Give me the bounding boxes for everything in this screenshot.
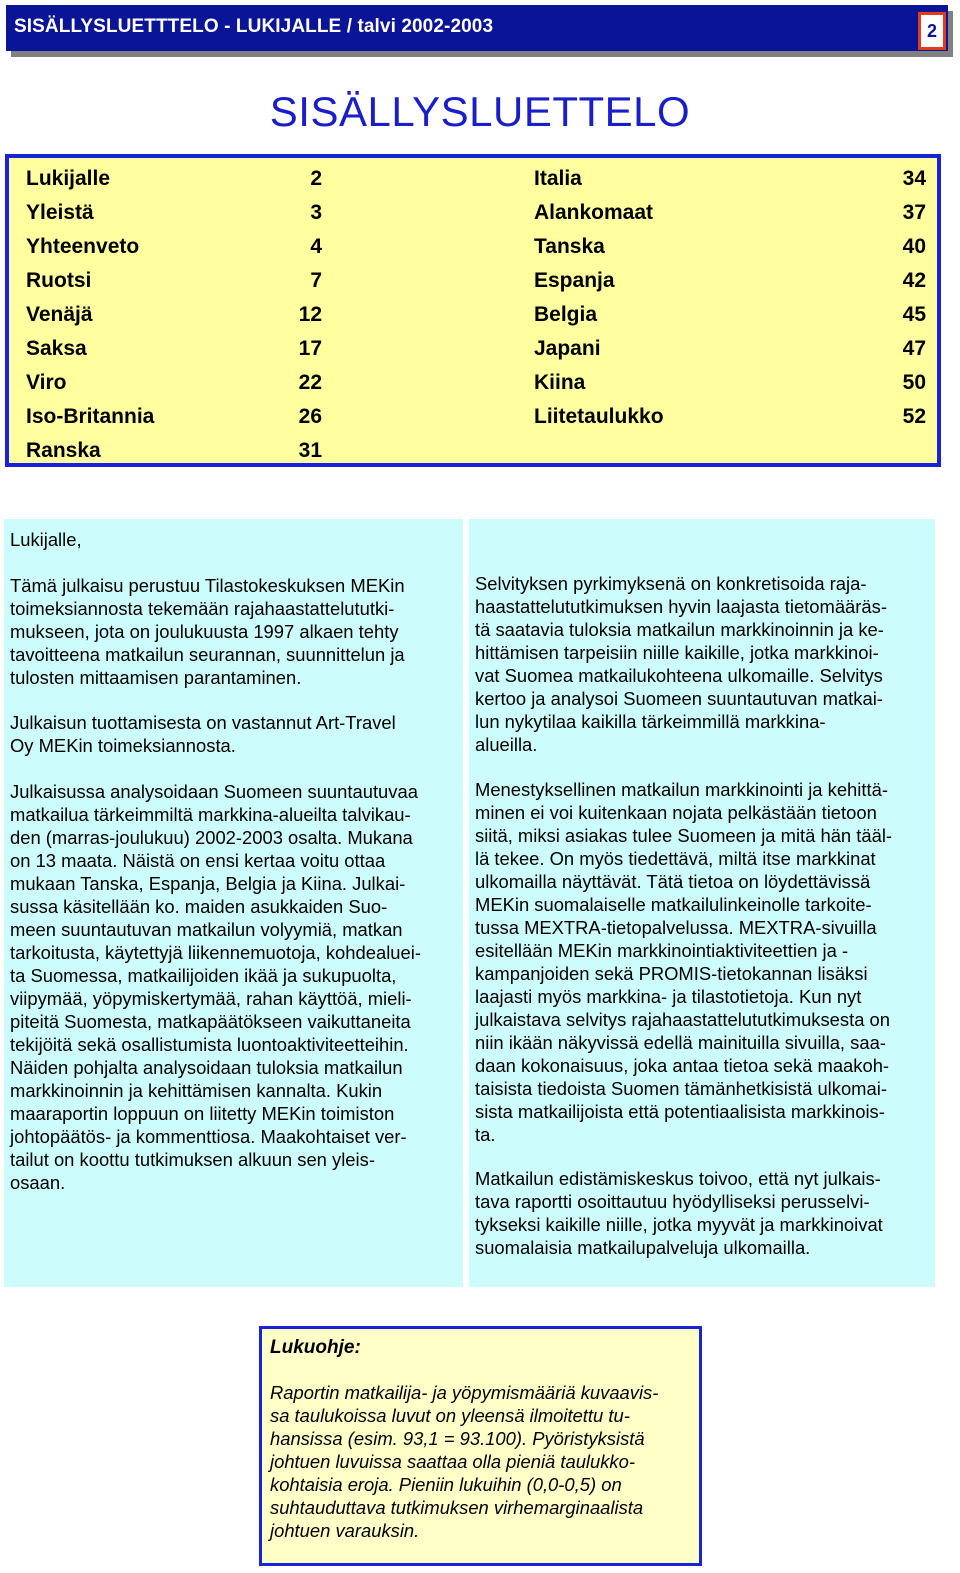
text-line: sussa käsitellään ko. maiden asukkaiden Suo- bbox=[10, 896, 388, 917]
toc-label: Yhteenveto bbox=[26, 235, 140, 258]
text-line: kertoo ja analysoi Suomeen suuntautuvan matkai- bbox=[475, 688, 883, 709]
text-line: julkaistava selvitys rajahaastattelututkimuksesta on bbox=[475, 1009, 891, 1030]
toc-row-left bbox=[26, 164, 322, 194]
text-line: suhtauduttava tutkimuksen virhemarginaalista bbox=[270, 1497, 644, 1518]
toc-row-right bbox=[534, 300, 926, 330]
text-line: johtuen luvuissa saattaa olla pieniä taulukko- bbox=[270, 1451, 635, 1472]
toc-label: Iso-Britannia bbox=[26, 405, 155, 428]
toc-label: Espanja bbox=[534, 269, 615, 292]
text-line: maaraportin loppuun on liitetty MEKin toimiston bbox=[10, 1103, 395, 1124]
text-line: Tämä julkaisu perustuu Tilastokeskuksen MEKin bbox=[10, 575, 405, 596]
text-line: suomalaisia matkailupalveluja ulkomailla. bbox=[475, 1237, 811, 1258]
text-line: tulosten mittaamisen parantaminen. bbox=[10, 667, 302, 688]
toc-label: Venäjä bbox=[26, 303, 93, 326]
toc-row-right bbox=[534, 164, 926, 194]
text-line: ta Suomessa, matkailijoiden ikää ja sukupuolta, bbox=[10, 965, 397, 986]
toc-page-number: 47 bbox=[902, 337, 926, 360]
text-line: Menestyksellinen matkailun markkinointi ja kehittä- bbox=[475, 779, 888, 800]
toc-label: Tanska bbox=[534, 235, 605, 258]
toc-row-right bbox=[534, 266, 926, 296]
toc-row-left bbox=[26, 198, 322, 228]
text-line: Selvityksen pyrkimyksenä on konkretisoida raja- bbox=[475, 573, 867, 594]
toc-row-left bbox=[26, 266, 322, 296]
text-line: daan kokonaisuus, joka antaa tietoa sekä maakoh- bbox=[475, 1055, 890, 1076]
text-line: matkailua tärkeimmiltä markkina-alueilta talvikau- bbox=[10, 804, 411, 825]
toc-row-right bbox=[534, 402, 926, 432]
text-line: MEKin suomalaiselle matkailulinkeinolle tarkoite- bbox=[475, 894, 872, 915]
text-line: tarkoitusta, käytettyjä liikennemuotoja, kohdealuei- bbox=[10, 942, 421, 963]
text-line: on 13 maata. Näistä on ensi kertaa voitu ottaa bbox=[10, 850, 386, 871]
toc-label: Ruotsi bbox=[26, 269, 92, 292]
left-paragraph-3 bbox=[10, 780, 421, 1194]
text-line: alueilla. bbox=[475, 734, 538, 755]
toc-row-left bbox=[26, 300, 322, 330]
toc-label: Viro bbox=[26, 371, 67, 394]
reading-guide-box bbox=[259, 1326, 702, 1566]
toc-label: Alankomaat bbox=[534, 201, 654, 224]
toc-page-number: 17 bbox=[298, 337, 322, 360]
toc-label: Japani bbox=[534, 337, 601, 360]
text-line: den (marras-joulukuu) 2002-2003 osalta. Mukana bbox=[10, 827, 413, 848]
text-line: tailut on koottu tutkimuksen alkuun sen yleis- bbox=[10, 1149, 375, 1170]
text-line: hansissa (esim. 93,1 = 93.100). Pyöristyksistä bbox=[270, 1428, 645, 1449]
text-line: johtopäätös- ja kommenttiosa. Maakohtaiset ver- bbox=[10, 1126, 407, 1147]
toc-page-number: 3 bbox=[310, 201, 322, 224]
text-line: tussa MEXTRA-tietopalvelussa. MEXTRA-sivuilla bbox=[475, 917, 877, 938]
text-line: haastattelututkimuksen hyvin laajasta tietomääräs- bbox=[475, 596, 887, 617]
toc-page-number: 42 bbox=[902, 269, 926, 292]
toc-page-number: 50 bbox=[902, 371, 926, 394]
toc-row-right bbox=[534, 368, 926, 398]
header-title: SISÄLLYSLUETTTELO - LUKIJALLE / talvi 2002-2003 bbox=[14, 16, 494, 37]
toc-page-number: 45 bbox=[902, 303, 926, 326]
text-line: hittämisen tarpeisiin niille kaikille, jotka markkinoi- bbox=[475, 642, 879, 663]
text-line: toimeksiannosta tekemään rajahaastattelututki- bbox=[10, 598, 395, 619]
toc-row-right bbox=[534, 198, 926, 228]
right-paragraph-2 bbox=[475, 778, 892, 1146]
text-line: lä tekee. On myös tiedettävä, miltä itse markkinat bbox=[475, 848, 876, 869]
text-line: Näiden pohjalta analysoidaan tuloksia matkailun bbox=[10, 1057, 403, 1078]
toc-page-number: 2 bbox=[310, 167, 322, 190]
page-number-badge: 2 bbox=[918, 12, 946, 50]
toc-page-number: 12 bbox=[298, 303, 322, 326]
text-line: niin ikään näkyvissä edellä mainituilla sivuilla, saa- bbox=[475, 1032, 886, 1053]
toc-label: Yleistä bbox=[26, 201, 94, 224]
toc-label: Kiina bbox=[534, 371, 586, 394]
toc-page-number: 26 bbox=[298, 405, 322, 428]
left-paragraph-2 bbox=[10, 711, 396, 757]
text-line: ulkomailla näyttävät. Tätä tietoa on löydettävissä bbox=[475, 871, 871, 892]
right-column-panel bbox=[469, 519, 935, 1287]
text-line: Matkailun edistämiskeskus toivoo, että nyt julkais- bbox=[475, 1168, 881, 1189]
reading-guide-title: Lukuohje: bbox=[270, 1337, 361, 1358]
text-line: minen ei voi kuitenkaan nojata pelkästään tietoon bbox=[475, 802, 877, 823]
right-paragraph-3 bbox=[475, 1167, 883, 1259]
toc-row-right bbox=[534, 334, 926, 364]
right-paragraph-1 bbox=[475, 572, 887, 756]
text-line: mukaan Tanska, Espanja, Belgia ja Kiina. Julkai- bbox=[10, 873, 406, 894]
toc-page-number: 4 bbox=[310, 235, 322, 258]
toc-label: Italia bbox=[534, 167, 582, 190]
toc-label: Ranska bbox=[26, 439, 101, 462]
left-paragraph-1 bbox=[10, 574, 405, 689]
text-line: Oy MEKin toimeksiannosta. bbox=[10, 735, 236, 756]
text-line: ta. bbox=[475, 1124, 496, 1145]
text-line: markkinoinnin ja kehittämisen kannalta. Kukin bbox=[10, 1080, 383, 1101]
text-line: tykseksi kaikille niille, jotka myyvät ja markkinoivat bbox=[475, 1214, 883, 1235]
toc-page-number: 31 bbox=[298, 439, 322, 462]
toc-row-left bbox=[26, 334, 322, 364]
text-line: vat Suomea matkailukohteena ulkomaille. Selvitys bbox=[475, 665, 883, 686]
text-line: viipymää, yöpymiskertymää, rahan käyttöä, mieli- bbox=[10, 988, 412, 1009]
toc-label: Liitetaulukko bbox=[534, 405, 664, 428]
toc-row-left bbox=[26, 368, 322, 398]
toc-label: Lukijalle bbox=[26, 167, 111, 190]
text-line: tava raportti osoittautuu hyödylliseksi perusselvi- bbox=[475, 1191, 870, 1212]
text-line: sista matkailijoista että potentiaalisista markkinois- bbox=[475, 1101, 885, 1122]
text-line: siitä, miksi asiakas tulee Suomeen ja mitä hän tääl- bbox=[475, 825, 893, 846]
page-title: SISÄLLYSLUETTELO bbox=[269, 88, 691, 135]
text-line: tekijöitä sekä osallistumista luontoaktiviteetteihin. bbox=[10, 1034, 409, 1055]
text-line: Julkaisussa analysoidaan Suomeen suuntautuvaa bbox=[10, 781, 418, 802]
toc-row-left bbox=[26, 436, 322, 466]
toc-row-right bbox=[534, 232, 926, 262]
text-line: johtuen varauksin. bbox=[270, 1520, 420, 1541]
text-line: lun nykytilaa kaikilla tärkeimmillä markkina- bbox=[475, 711, 826, 732]
text-line: meen suuntautuvan matkailun volyymiä, matkan bbox=[10, 919, 403, 940]
text-line: tavoitteena matkailun seurannan, suunnittelun ja bbox=[10, 644, 405, 665]
toc-page-number: 22 bbox=[298, 371, 322, 394]
toc-row-left bbox=[26, 402, 322, 432]
toc-page-number: 7 bbox=[310, 269, 322, 292]
text-line: Julkaisun tuottamisesta on vastannut Art-Travel bbox=[10, 712, 396, 733]
text-line: mukseen, jota on joulukuusta 1997 alkaen tehty bbox=[10, 621, 399, 642]
text-line: sa taulukoissa luvut on yleensä ilmoitettu tu- bbox=[270, 1405, 630, 1426]
text-line: osaan. bbox=[10, 1172, 66, 1193]
text-line: piteitä Suomesta, matkapäätökseen vaikuttaneita bbox=[10, 1011, 411, 1032]
text-line: kampanjoiden sekä PROMIS-tietokannan lisäksi bbox=[475, 963, 868, 984]
toc-page-number: 40 bbox=[902, 235, 926, 258]
toc-label: Saksa bbox=[26, 337, 87, 360]
text-line: laajasti myös markkina- ja tilastotietoja. Kun nyt bbox=[475, 986, 862, 1007]
text-line: Raportin matkailija- ja yöpymismääriä kuvaavis- bbox=[270, 1382, 659, 1403]
toc-label: Belgia bbox=[534, 303, 598, 326]
reading-guide-text bbox=[270, 1381, 658, 1542]
left-column-panel bbox=[4, 519, 463, 1287]
header-bar bbox=[6, 5, 948, 51]
text-line: kohtaisia eroja. Pieniin lukuihin (0,0-0,5) on bbox=[270, 1474, 622, 1495]
toc-page-number: 34 bbox=[902, 167, 926, 190]
toc-box bbox=[5, 154, 941, 467]
toc-page-number: 37 bbox=[902, 201, 926, 224]
text-line: esitellään MEKin markkinointiaktiviteettien ja - bbox=[475, 940, 849, 961]
toc-page-number: 52 bbox=[902, 405, 926, 428]
text-line: taisista tiedoista Suomen tämänhetkisistä ulkomai- bbox=[475, 1078, 887, 1099]
greeting: Lukijalle, bbox=[10, 529, 82, 550]
toc-row-left bbox=[26, 232, 322, 262]
text-line: tä saatavia tuloksia matkailun markkinoinnin ja ke- bbox=[475, 619, 884, 640]
